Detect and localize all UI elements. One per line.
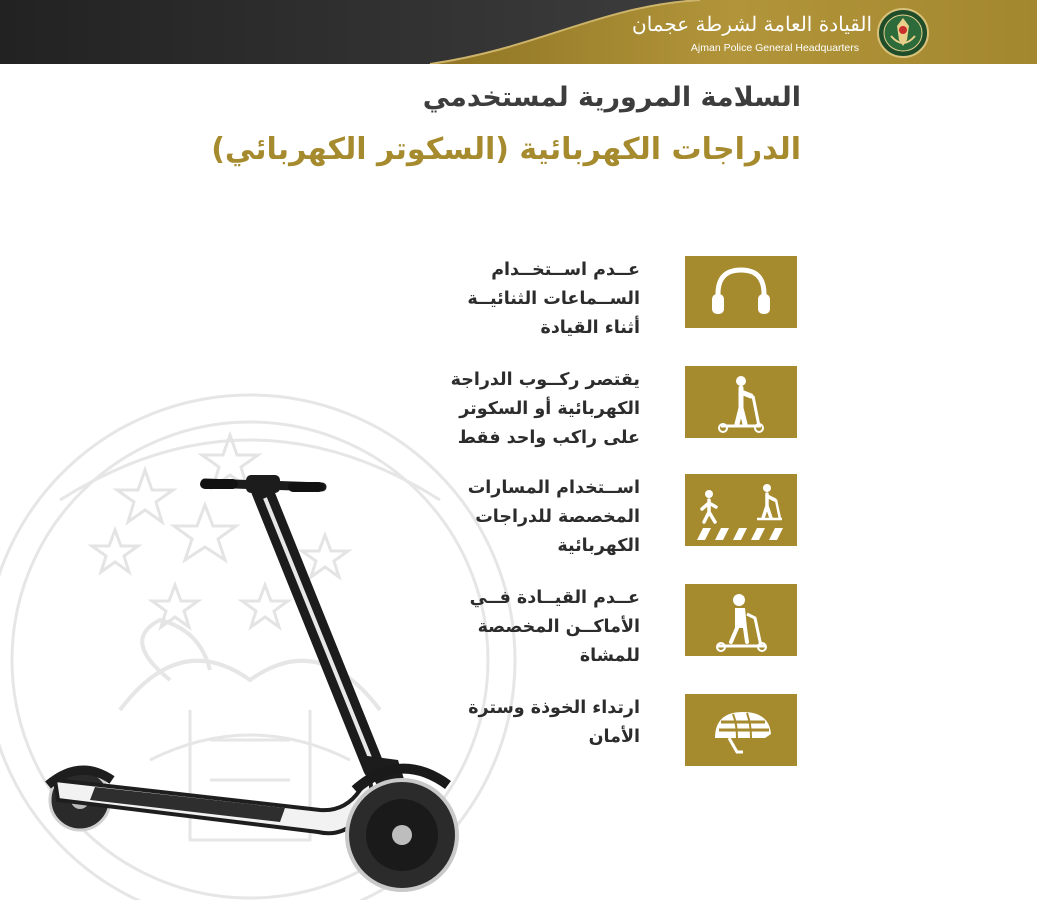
single-rider-scooter-icon xyxy=(685,366,797,438)
no-pedestrian-area-icon xyxy=(685,584,797,656)
rule-text: عــدم اســتخــدام الســماعات الثنائيــة أثناء القيادة xyxy=(467,260,640,338)
helmet-icon xyxy=(685,694,797,766)
safety-rule-2 xyxy=(400,366,800,448)
rule-text: عــدم القيــادة فــي الأماكــن المخصصة للمشاة xyxy=(469,588,640,666)
rule-text: اســتخدام المسارات المخصصة للدراجات الكهربائية xyxy=(467,478,640,556)
header-banner xyxy=(0,0,1037,64)
page-title-line2: الدراجات الكهربائية (السكوتر الكهربائي) xyxy=(211,132,801,167)
safety-rule-3 xyxy=(400,474,800,556)
org-name-english: Ajman Police General Headquarters xyxy=(690,42,859,54)
safety-rule-4 xyxy=(400,584,800,666)
ajman-police-emblem-icon xyxy=(875,6,931,60)
headphones-icon xyxy=(685,256,797,328)
rule-text: يقتصر ركــوب الدراجة الكهربائية أو السكوتر على راكب واحد فقط xyxy=(450,370,640,448)
safety-rule-1 xyxy=(400,256,800,338)
dedicated-lane-icon xyxy=(685,474,797,546)
page-title-line1: السلامة المرورية لمستخدمي xyxy=(422,82,801,113)
org-name-arabic: القيادة العامة لشرطة عجمان xyxy=(632,12,872,36)
electric-scooter-drawing xyxy=(48,475,457,890)
rule-text: ارتداء الخوذة وسترة الأمان xyxy=(468,698,640,747)
safety-rule-5 xyxy=(400,694,800,766)
